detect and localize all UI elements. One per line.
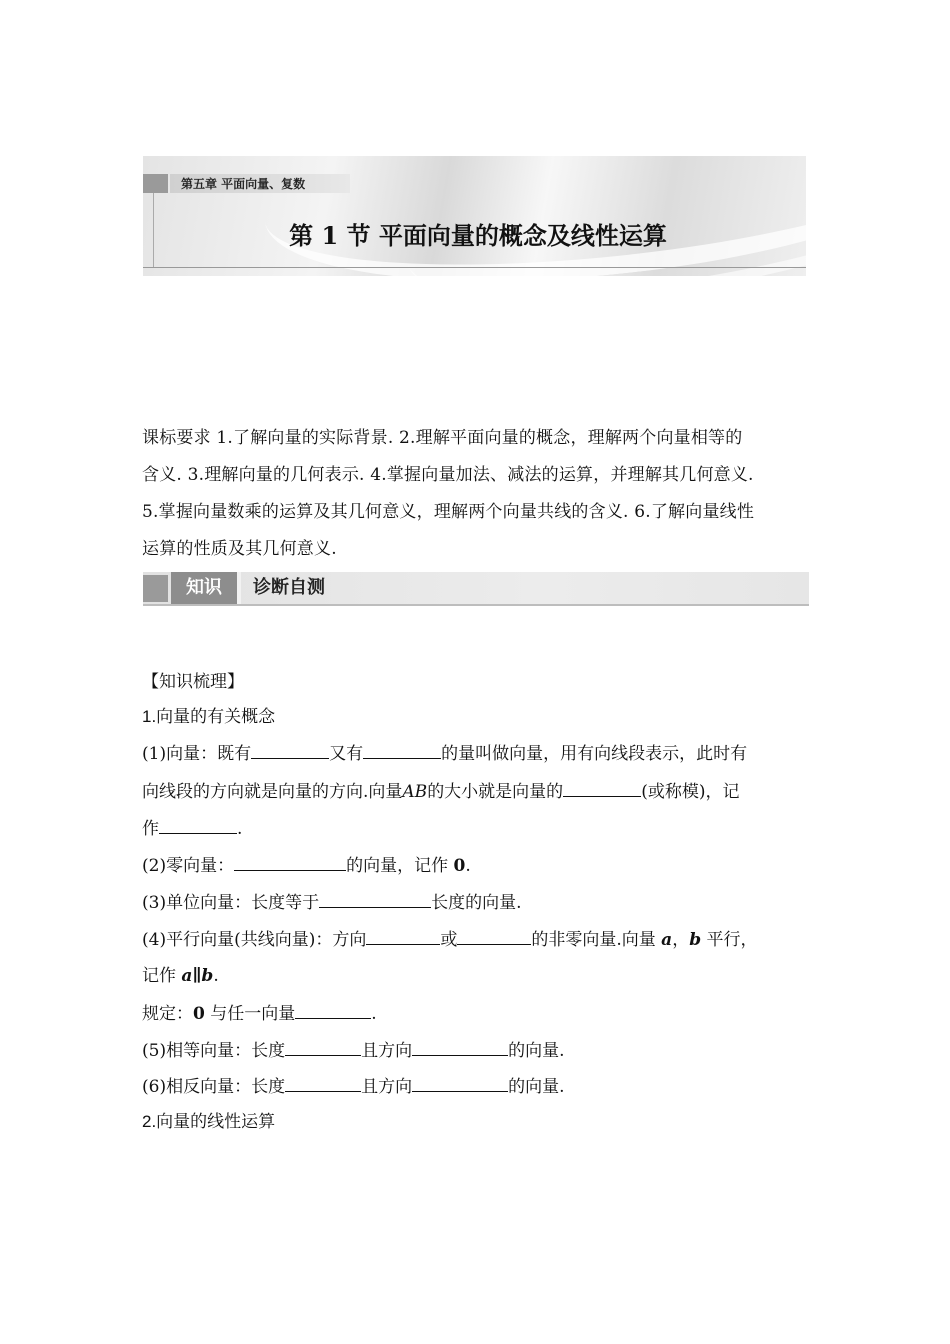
fill-blank <box>234 855 346 871</box>
text: 的向量，记作 <box>346 856 454 876</box>
banner-divider <box>143 267 806 268</box>
text: 向线段的方向就是向量的方向.向量 <box>142 782 403 802</box>
text: 记作 <box>142 966 182 986</box>
paragraph-opposite-vector <box>142 1076 565 1097</box>
section-tag: 知识 <box>171 572 241 604</box>
fill-blank <box>285 1076 361 1092</box>
requirements-line: 课标要求 1.了解向量的实际背景. 2.理解平面向量的概念，理解两个向量相等的 <box>142 428 743 448</box>
fill-blank <box>412 1076 508 1092</box>
text: 长度的向量. <box>431 893 522 913</box>
text: 的非零向量.向量 <box>531 930 662 950</box>
text: 又有 <box>329 744 364 764</box>
text: . <box>237 819 243 839</box>
text: (3)单位向量：长度等于 <box>142 893 320 913</box>
chapter-label: 第五章 平面向量、复数 <box>181 177 306 191</box>
paragraph-vector <box>142 743 747 764</box>
text: 的向量. <box>508 1077 565 1097</box>
section-marker <box>143 575 168 602</box>
item-label: 1.向量的有关概念 <box>142 707 276 726</box>
text: 且方向 <box>361 1041 413 1061</box>
requirements-line: 含义. 3.理解向量的几何表示. 4.掌握向量加法、减法的运算，并理解其几何意义. <box>142 465 754 485</box>
fill-blank <box>159 818 237 834</box>
text: 作 <box>142 819 159 839</box>
paragraph-vector-cont <box>142 781 739 802</box>
text: 或 <box>440 930 458 950</box>
requirements-line: 5.掌握向量数乘的运算及其几何意义，理解两个向量共线的含义. 6.了解向量线性 <box>142 502 755 522</box>
section-title: 第 1 节 平面向量的概念及线性运算 <box>289 221 667 250</box>
text: (2)零向量： <box>142 856 235 876</box>
text: . <box>213 966 219 986</box>
item-heading <box>142 707 275 727</box>
text: . <box>465 856 471 876</box>
vector-symbol: a <box>661 930 673 950</box>
knowledge-heading: 【知识梳理】 <box>142 672 244 692</box>
text: 的量叫做向量，用有向线段表示，此时有 <box>441 744 748 764</box>
text: 且方向 <box>361 1077 413 1097</box>
item-label: 2.向量的线性运算 <box>142 1112 276 1131</box>
text: 平行， <box>701 930 758 950</box>
text: (或称模)，记 <box>641 782 740 802</box>
text: ， <box>672 930 690 950</box>
fill-blank <box>251 743 329 759</box>
text: 规定： <box>142 1004 193 1024</box>
fill-blank <box>363 743 441 759</box>
paragraph-equal-vector <box>142 1040 565 1061</box>
text: (5)相等向量：长度 <box>142 1041 286 1061</box>
text: 的大小就是向量的 <box>427 782 564 802</box>
fill-blank <box>457 929 531 945</box>
paragraph-unit-vector <box>142 892 522 913</box>
chapter-banner <box>143 156 806 276</box>
vector-symbol: b <box>689 930 702 950</box>
text: 与任一向量 <box>204 1004 296 1024</box>
zero-vector-symbol: 0 <box>453 856 466 876</box>
paragraph-parallel-vector <box>142 929 757 950</box>
paragraph-zero-vector <box>142 855 471 876</box>
fill-blank <box>295 1003 371 1019</box>
item-heading <box>142 1112 275 1132</box>
text: 的向量. <box>508 1041 565 1061</box>
fill-blank <box>366 929 440 945</box>
chapter-marker <box>143 174 168 193</box>
vector-notation: a∥b <box>181 966 214 986</box>
paragraph-rule <box>142 1003 377 1024</box>
fill-blank <box>563 781 641 797</box>
fill-blank <box>412 1040 508 1056</box>
text: (6)相反向量：长度 <box>142 1077 286 1097</box>
section-header-title: 诊断自测 <box>253 577 325 598</box>
zero-vector-symbol: 0 <box>193 1004 205 1024</box>
paragraph-parallel-vector-cont <box>142 966 219 986</box>
paragraph-vector-cont <box>142 818 242 839</box>
banner-divider <box>153 193 154 268</box>
text: . <box>371 1004 377 1024</box>
fill-blank <box>285 1040 361 1056</box>
text: (4)平行向量(共线向量)：方向 <box>142 930 367 950</box>
vector-symbol: AB <box>402 782 428 802</box>
section-header-bar <box>143 572 809 606</box>
requirements-line: 运算的性质及其几何意义. <box>142 539 337 559</box>
fill-blank <box>319 892 431 908</box>
text: (1)向量：既有 <box>142 744 252 764</box>
